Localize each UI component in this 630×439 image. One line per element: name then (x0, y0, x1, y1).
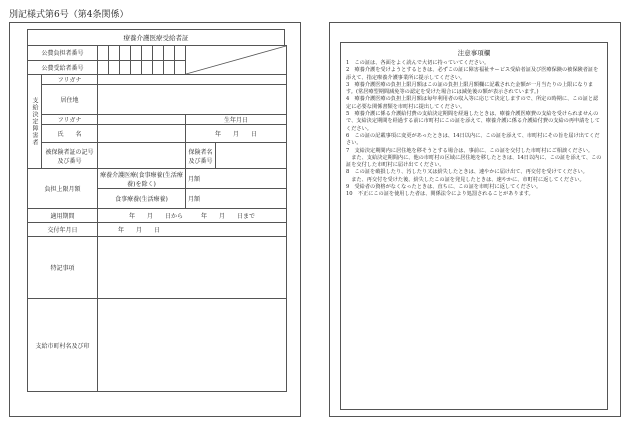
furigana-field-2[interactable] (98, 115, 186, 125)
burden-payer-label: 公費負担者番号 (28, 46, 98, 61)
note-item: 4 療養介護医療の負担上限月額は毎年利用者の収入等に応じて決定しますので、所定の時期に、この証と認定に必要な関係書類を市町村に提出してください。 (346, 96, 599, 110)
digit-cell[interactable] (164, 46, 175, 61)
note-item: 8 この証を破損したり、汚したり又は紛失したときは、速やかに届け出て、再交付を受けてください。 (346, 169, 588, 176)
meal-care-label: 食事療養(生活療養) (98, 189, 186, 209)
digit-cell[interactable] (164, 60, 175, 75)
digit-cell[interactable] (175, 60, 186, 75)
certificate-front (9, 22, 301, 417)
notes-title: 注意事項欄 (457, 49, 491, 57)
certificate-table (27, 45, 287, 392)
special-notes-label: 特記事項 (28, 237, 98, 299)
medical-care-label: 療養介護医療(食事療養(生活療養)を除く) (98, 169, 186, 189)
certificate-title: 療養介護医療受給者証 (27, 29, 285, 45)
limit-label: 負担上限月額 (28, 169, 98, 209)
medical-care-monthly[interactable]: 月額 (186, 169, 287, 189)
digit-cell[interactable] (120, 60, 131, 75)
period-label: 適用期間 (28, 209, 98, 223)
form-number: 別記様式第6号（第4条関係） (9, 10, 129, 20)
birthdate-field[interactable]: 年 月 日 (186, 125, 287, 143)
certificate-back (329, 22, 621, 417)
note-item: 9 受給者の資格がなくなったときは、直ちに、この証を市町村に返してください。 (346, 184, 542, 191)
note-item: また、再交付を受けた後、紛失したこの証を発見したときは、速やかに、市町村に返してください。 (346, 176, 585, 183)
note-item: 1 この証は、各面をよく読んで大切に持っていてください。 (346, 60, 490, 66)
diagonal-lines (186, 46, 286, 74)
digit-cell[interactable] (153, 46, 164, 61)
side-label: 支給決定障害者 (28, 75, 42, 169)
note-item: 6 この証の記載事項に変更があったときは、14日以内に、この証を添えて、市町村にその旨を届け出てください。 (346, 132, 600, 147)
insurer-field[interactable] (216, 143, 287, 169)
meal-care-monthly[interactable]: 月額 (186, 189, 287, 209)
address-field[interactable] (98, 85, 287, 115)
name-field[interactable] (98, 125, 186, 143)
municipality-label: 支給市町村名及び印 (28, 299, 98, 392)
furigana-label: フリガナ (42, 75, 98, 85)
recipient-no-label: 公費受給者番号 (28, 60, 98, 75)
digit-cell[interactable] (142, 46, 153, 61)
insured-label: 被保険者証の記号及び番号 (42, 143, 98, 169)
digit-cell[interactable] (131, 46, 142, 61)
special-notes-field[interactable] (98, 237, 287, 299)
digit-cell[interactable] (131, 60, 142, 75)
note-item: 3 療養介護医療の負担上限月額はこの証の負担上限月額欄に記載された金額が一月当たりの上限になります。(常居療型期間減免等の認定を受けた場合には減免後の額が表示されています。) (346, 81, 594, 96)
birthdate-label: 生年月日 (186, 115, 287, 125)
municipality-field[interactable] (98, 299, 287, 392)
digit-cell[interactable] (109, 60, 120, 75)
digit-cell[interactable] (120, 46, 131, 61)
note-item: 10 不正にこの証を使用した者は、関係法令により処罰されることがあります。 (346, 191, 534, 198)
insurer-label: 保険者名及び番号 (186, 143, 216, 169)
digit-cell[interactable] (153, 60, 164, 75)
notes-body (341, 60, 607, 199)
digit-cell[interactable] (98, 46, 109, 61)
furigana-field[interactable] (98, 75, 287, 85)
digit-cell[interactable] (109, 46, 120, 61)
note-item: 5 療養介護に係る介護給付費の支給決定期間を経過したときは、療養介護医療費の支給を受けられませんので、支給決定期間を経過する前に市町村にこの証を添えて、療養介護に係る介護給付費の支給の再申請をしてください。 (346, 111, 600, 132)
address-label: 居住地 (42, 85, 98, 115)
digit-cell[interactable] (175, 46, 186, 61)
name-label: 氏 名 (42, 125, 98, 143)
digit-cell[interactable] (142, 60, 153, 75)
issue-date-label: 交付年月日 (28, 223, 98, 237)
period-field[interactable]: 年 月 日から 年 月 日まで (98, 209, 287, 223)
hatched-area (186, 46, 287, 75)
issue-date-field[interactable]: 年 月 日 (98, 223, 287, 237)
insured-field[interactable] (98, 143, 186, 169)
note-item: 7 支給決定期間内に居住地を移そうとする場合は、事前に、この証を交付した市町村にご相談ください。 (346, 147, 594, 154)
furigana-label-2: フリガナ (42, 115, 98, 125)
note-item: また、支給決定期間内に、他の市町村の区域に居住地を移したときは、14日以内に、この証を添えて、この証を交付した市町村に届け出てください。 (346, 154, 602, 169)
notes-box (340, 42, 608, 410)
digit-cell[interactable] (98, 60, 109, 75)
note-item: 2 療養介護を受けようとするときは、必ずこの証に障害福祉サービス受給者証及び医療保険の被保険者証を添えて、指定療養介護事業所に提示してください。 (346, 67, 599, 81)
